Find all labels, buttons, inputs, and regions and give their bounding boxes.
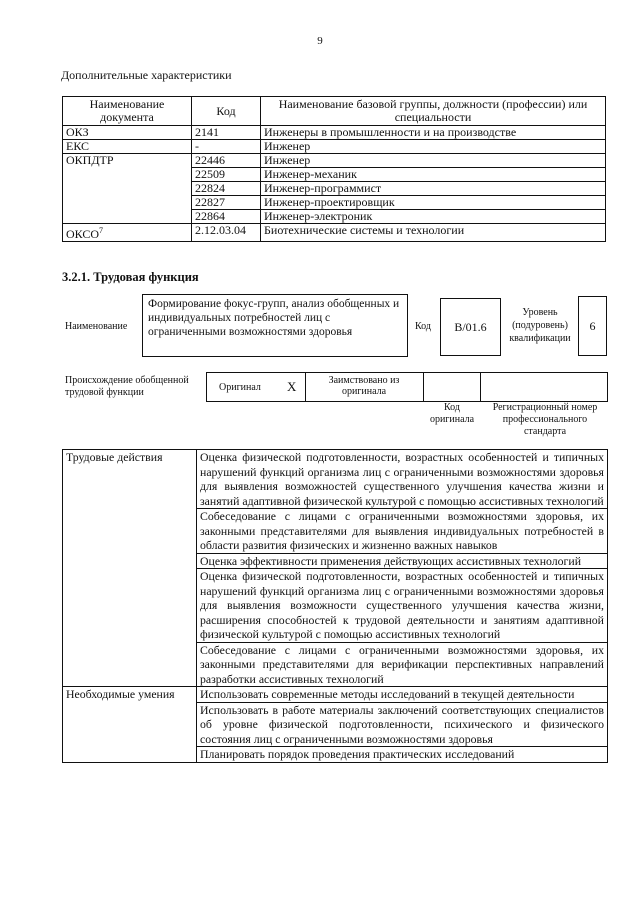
cell-name: Инженер-проектировщик xyxy=(261,196,606,210)
cell-name: Инженеры в промышленности и на производстве xyxy=(261,126,606,140)
skill-item: Использовать современные методы исследований в текущей деятельности xyxy=(197,687,608,703)
table-row xyxy=(63,154,606,168)
name-label: Наименование xyxy=(65,321,128,332)
divider xyxy=(423,373,424,401)
labor-action-item: Оценка эффективности применения действующих ассистивных технологий xyxy=(197,553,608,569)
function-code-box: B/01.6 xyxy=(440,298,501,356)
labor-actions-label: Трудовые действия xyxy=(63,450,197,687)
divider xyxy=(480,373,481,401)
code-original-label: Код оригинала xyxy=(429,402,475,425)
function-name-box: Формирование фокус-групп, анализ обобщенных и индивидуальных потребностей лиц с ограниченными возможностями здоровья xyxy=(142,294,408,357)
cell-doc: ЕКС xyxy=(63,140,192,154)
original-label: Оригинал xyxy=(219,382,261,393)
labor-action-item: Собеседование с лицами с ограниченными возможностями здоровья, их законными представителями для выявления индивидуальных потребностей в области развития физических и жизненно важных навыков xyxy=(197,509,608,554)
original-mark: X xyxy=(287,379,297,394)
additional-characteristics-title: Дополнительные характеристики xyxy=(61,68,232,82)
labor-action-item: Собеседование с лицами с ограниченными возможностями здоровья, их законными представителями для верификации перспективных направлений разработки ассистивных технологий xyxy=(197,642,608,687)
table-row xyxy=(63,126,606,140)
cell-code: 22509 xyxy=(192,168,261,182)
labor-action-item: Оценка физической подготовленности, возрастных особенностей и типичных нарушений функций организма лиц с ограниченными возможностями здоровья для выявления возможностей существенного улучшения качества жизни и занятий адаптивной физической культурой с помощью ассистивных технологий xyxy=(197,450,608,509)
reg-number-label: Регистрационный номер профессионального стандарта xyxy=(492,402,598,437)
cell-name: Инженер-электроник xyxy=(261,210,606,224)
cell-code: 22827 xyxy=(192,196,261,210)
cell-code: 22446 xyxy=(192,154,261,168)
code-label: Код xyxy=(415,321,431,332)
origin-box xyxy=(206,372,608,402)
borrowed-label: Заимствовано из оригинала xyxy=(328,375,400,397)
cell-doc xyxy=(63,224,192,242)
table-header-row xyxy=(63,97,606,126)
origin-label: Происхождение обобщенной трудовой функции xyxy=(65,375,189,398)
table-row xyxy=(63,140,606,154)
cell-code: - xyxy=(192,140,261,154)
section-title: 3.2.1. Трудовая функция xyxy=(62,270,199,284)
cell-doc: ОКПДТР xyxy=(63,154,192,224)
cell-name: Инженер xyxy=(261,154,606,168)
divider xyxy=(305,373,306,401)
cell-code: 2.12.03.04 xyxy=(192,224,261,242)
skills-label: Необходимые умения xyxy=(63,687,197,763)
level-label: Уровень (подуровень) квалификации xyxy=(509,307,571,344)
cell-name: Инженер-механик xyxy=(261,168,606,182)
header-code: Код xyxy=(192,97,261,126)
page-number: 9 xyxy=(317,35,323,47)
cell-name: Инженер xyxy=(261,140,606,154)
header-name: Наименование базовой группы, должности (профессии) или специальности xyxy=(261,97,606,126)
header-document: Наименование документа xyxy=(63,97,192,126)
labor-action-item: Оценка физической подготовленности, возрастных особенностей и типичных нарушений функций организма лиц с ограниченными возможностями здоровья для выявления возможности существенного улучшения качества жизни, расширения способностей к трудовой деятельности и занятиям адаптивной физической культурой с помощью ассистивных технологий xyxy=(197,569,608,643)
cell-code: 22824 xyxy=(192,182,261,196)
cell-doc: ОКЗ xyxy=(63,126,192,140)
cell-name: Биотехнические системы и технологии xyxy=(261,224,606,242)
cell-code: 22864 xyxy=(192,210,261,224)
footnote-marker: 7 xyxy=(99,226,104,235)
level-box: 6 xyxy=(578,296,607,356)
cell-code: 2141 xyxy=(192,126,261,140)
skill-item: Планировать порядок проведения практических исследований xyxy=(197,747,608,763)
table-row xyxy=(63,687,608,703)
table-row xyxy=(63,450,608,509)
labor-function-details-table xyxy=(62,449,608,763)
doc-name: ОКСО xyxy=(66,227,100,241)
additional-characteristics-table xyxy=(62,96,606,242)
skill-item: Использовать в работе материалы заключений соответствующих специалистов об уровне физической подготовленности, психического и физического состояния лиц с ограниченными возможностями здоровья xyxy=(197,702,608,747)
table-row xyxy=(63,224,606,242)
cell-name: Инженер-программист xyxy=(261,182,606,196)
